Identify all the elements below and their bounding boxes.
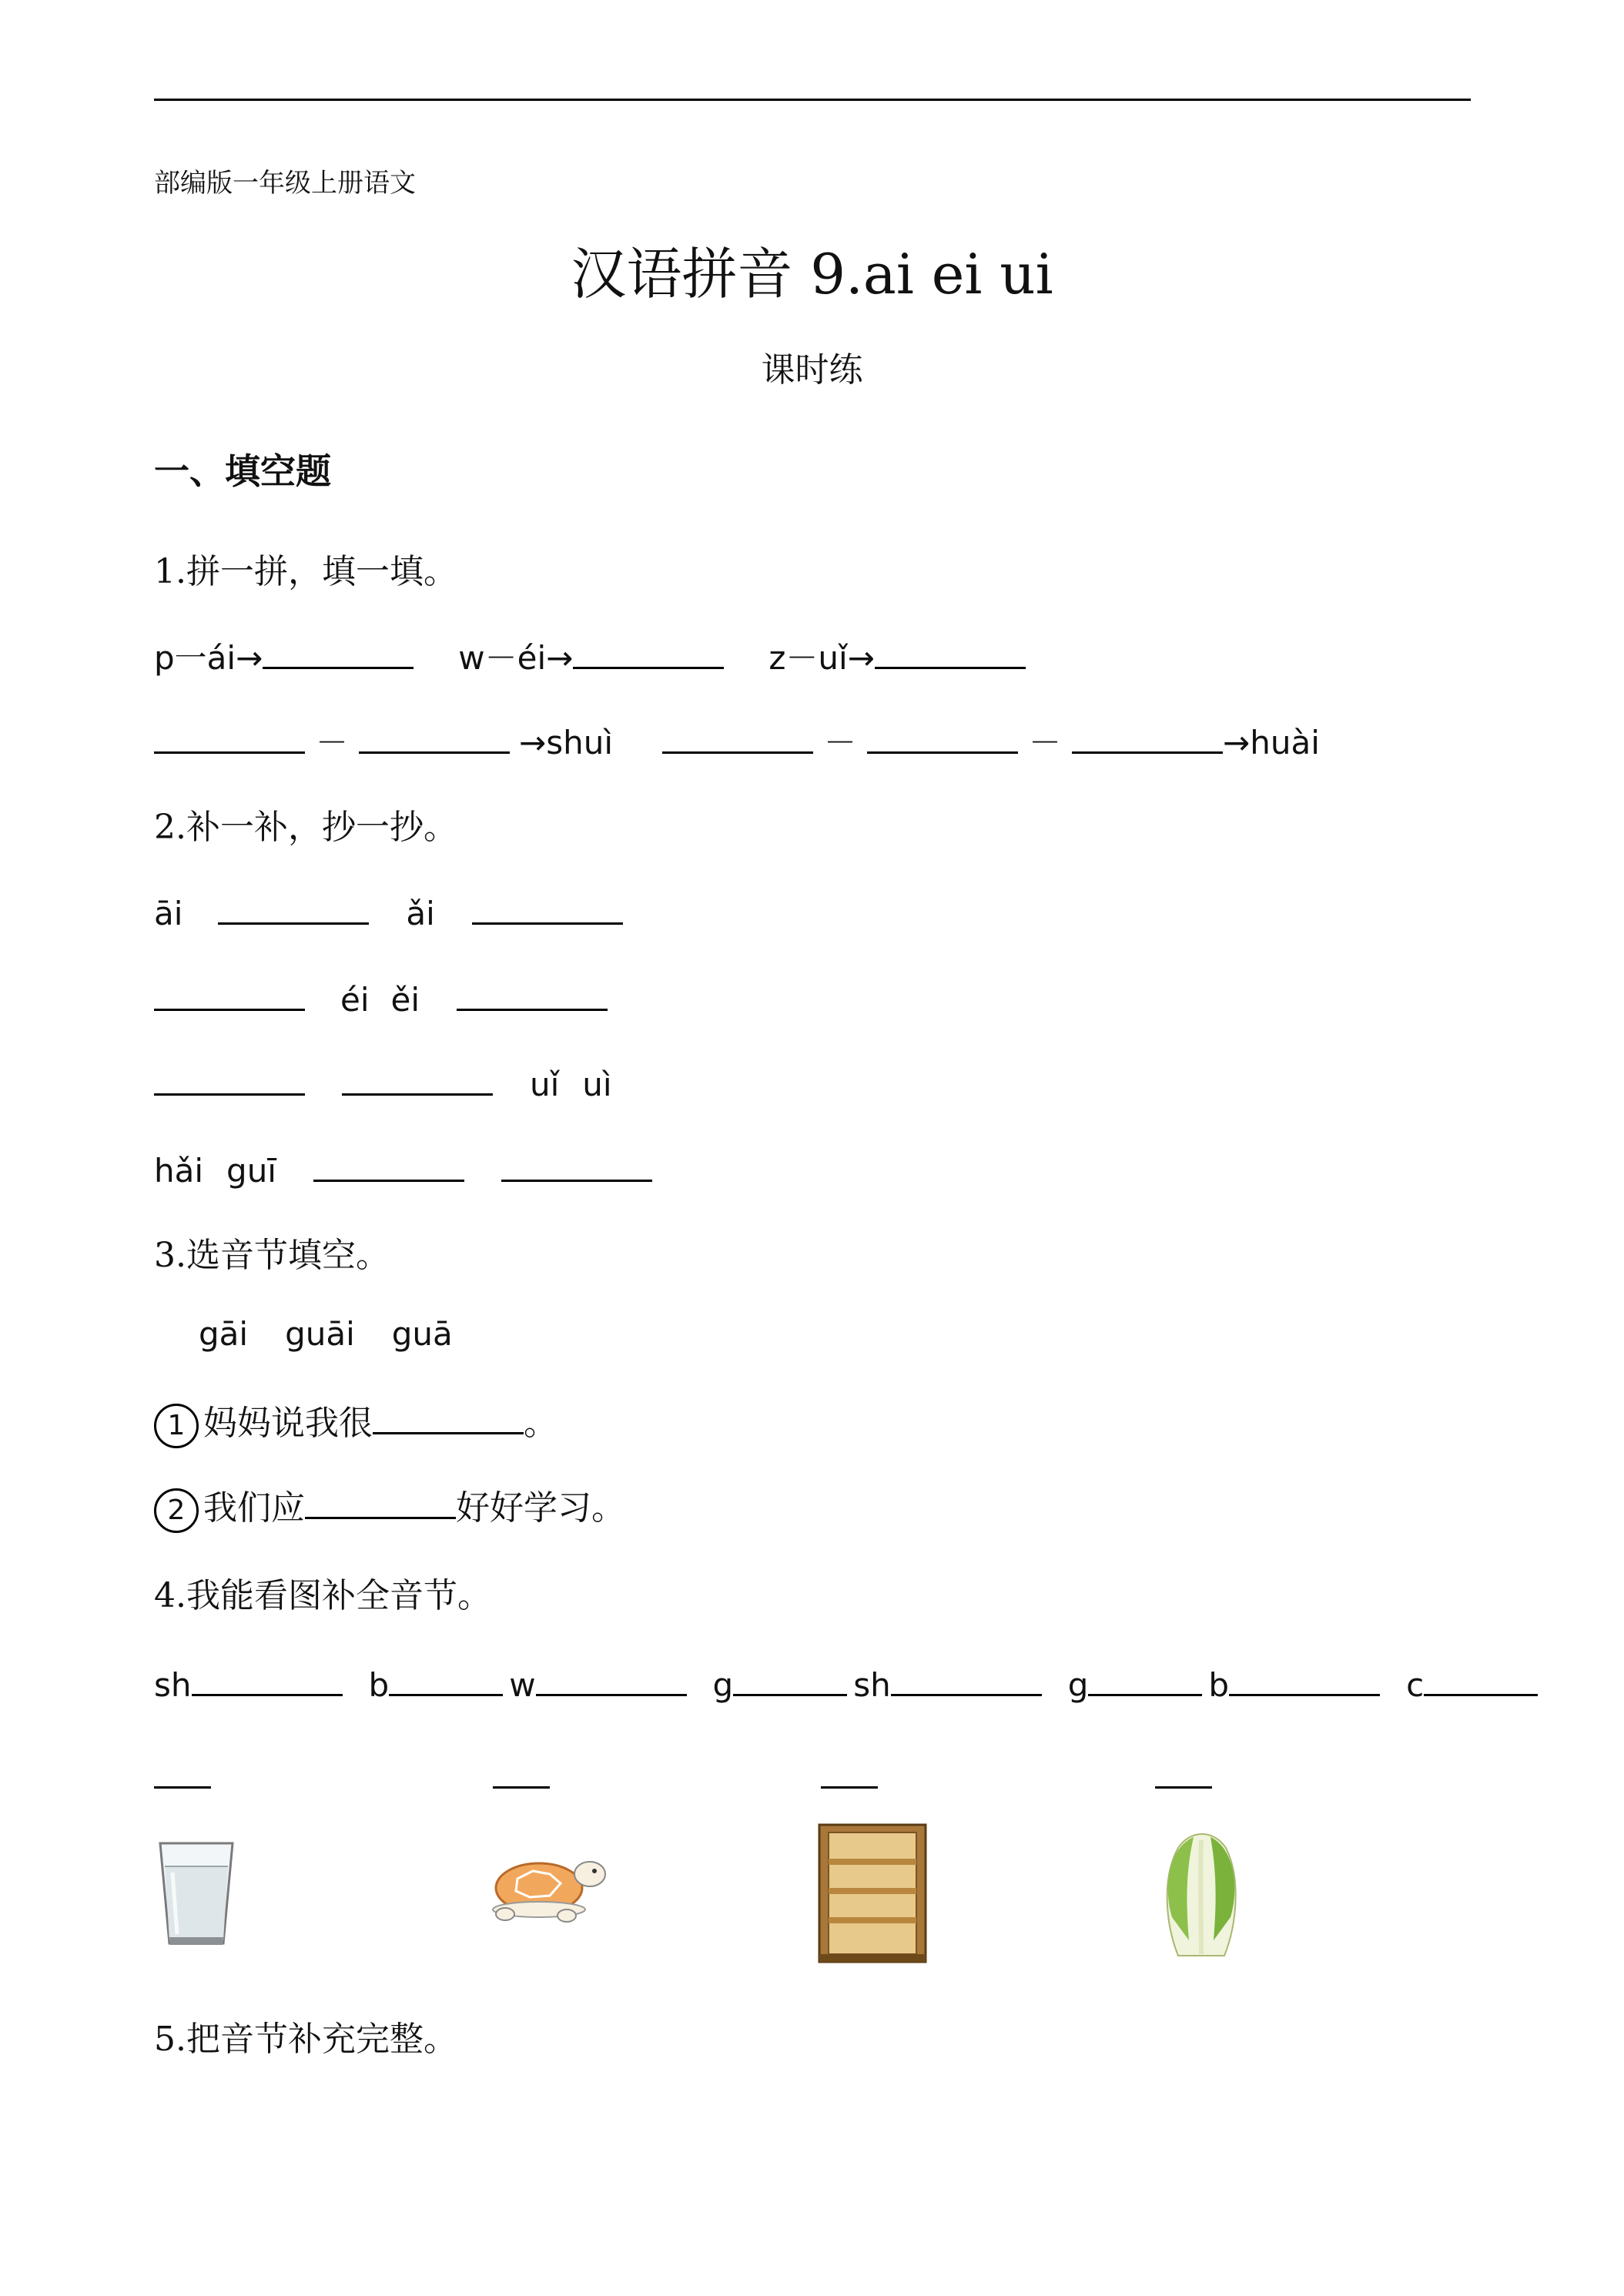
glass-of-water-icon — [154, 1836, 239, 1951]
q3-s2-text: 我们应 — [203, 1488, 305, 1528]
q2-r4-b: guī — [226, 1152, 276, 1190]
arrow-icon: → — [847, 639, 875, 677]
answer-blank[interactable] — [305, 1483, 456, 1519]
q3-s2-end: 好好学习。 — [456, 1488, 625, 1528]
answer-blank[interactable] — [342, 1059, 493, 1096]
q2-row4 — [154, 1146, 652, 1190]
q1-r1-syllable-c: z－uǐ — [768, 639, 848, 677]
top-rule — [154, 99, 1471, 101]
answer-blank[interactable] — [1424, 1660, 1538, 1696]
answer-blank[interactable] — [472, 889, 623, 925]
bookshelf-icon — [815, 1820, 930, 1966]
q4-initial: g — [1067, 1666, 1089, 1704]
q4-initial: b — [368, 1666, 390, 1704]
answer-blank[interactable] — [875, 633, 1026, 669]
q4-continuation — [821, 1752, 878, 1796]
q2-r4-a: hǎi — [154, 1152, 204, 1190]
q2-r2-b: ěi — [390, 981, 420, 1019]
q2-row1 — [154, 889, 623, 932]
q1-row2 — [154, 718, 1320, 764]
q1-r1-syllable-b: w－éi — [458, 639, 547, 677]
arrow-icon: → — [519, 724, 547, 761]
q4-prompt: 4.我能看图补全音节。 — [154, 1576, 491, 1615]
answer-blank[interactable] — [891, 1660, 1042, 1696]
answer-blank[interactable] — [218, 889, 369, 925]
chinese-cabbage-icon — [1155, 1825, 1247, 1963]
q3-option: guāi — [285, 1315, 355, 1353]
answer-blank[interactable] — [192, 1660, 343, 1696]
q4-initial: g — [712, 1666, 734, 1704]
q4-initial: c — [1406, 1666, 1425, 1704]
dash: － — [1029, 724, 1062, 761]
q1-r2-syllable-a: shuì — [546, 724, 614, 761]
series-label: 部编版一年级上册语文 — [154, 168, 416, 199]
q2-r3-b: uì — [582, 1066, 612, 1103]
q3-option: gāi — [199, 1315, 249, 1353]
q3-s1-end: 。 — [524, 1404, 558, 1443]
q4-initial: w — [509, 1666, 536, 1704]
answer-blank[interactable] — [1229, 1660, 1380, 1696]
answer-blank[interactable] — [154, 718, 305, 754]
q2-row2 — [154, 975, 608, 1019]
arrow-icon: → — [1223, 724, 1251, 761]
answer-blank[interactable] — [313, 1146, 464, 1182]
page-subtitle: 课时练 — [761, 350, 863, 390]
q3-options — [199, 1315, 453, 1353]
answer-blank[interactable] — [536, 1660, 687, 1696]
answer-blank[interactable] — [821, 1752, 878, 1789]
answer-blank[interactable] — [154, 1059, 305, 1096]
q4-continuation — [1155, 1752, 1212, 1796]
q5-prompt: 5.把音节补充完整。 — [154, 2020, 457, 2059]
answer-blank[interactable] — [867, 718, 1018, 754]
q2-r3-a: uǐ — [530, 1066, 560, 1103]
answer-blank[interactable] — [359, 718, 510, 754]
q2-r2-a: éi — [340, 981, 370, 1019]
q2-r1-b: ǎi — [406, 895, 435, 932]
q3-option: guā — [391, 1315, 453, 1353]
answer-blank[interactable] — [263, 633, 414, 669]
q1-r1-syllable-a: p一ái — [154, 639, 236, 677]
q3-sentence-1 — [154, 1395, 558, 1448]
q3-prompt: 3.选音节填空。 — [154, 1236, 390, 1275]
answer-blank[interactable] — [154, 1752, 211, 1789]
answer-blank[interactable] — [373, 1398, 524, 1434]
circled-number: 2 — [154, 1488, 199, 1533]
answer-blank[interactable] — [457, 975, 608, 1011]
answer-blank[interactable] — [1088, 1660, 1202, 1696]
q2-r1-a: āi — [154, 895, 183, 932]
answer-blank[interactable] — [733, 1660, 847, 1696]
q4-initial: sh — [154, 1666, 192, 1704]
answer-blank[interactable] — [501, 1146, 652, 1182]
q3-sentence-2 — [154, 1480, 625, 1533]
q4-continuation — [154, 1752, 211, 1796]
q3-s1-text: 妈妈说我很 — [203, 1404, 373, 1443]
q4-row — [154, 1660, 1538, 1704]
answer-blank[interactable] — [389, 1660, 503, 1696]
answer-blank[interactable] — [662, 718, 813, 754]
q4-initial: b — [1208, 1666, 1230, 1704]
page-title: 汉语拼音 9.ai ei ui — [571, 242, 1053, 306]
q4-continuation — [493, 1752, 550, 1796]
dash: － — [316, 724, 349, 761]
q2-prompt: 2.补一补，抄一抄。 — [154, 808, 457, 847]
answer-blank[interactable] — [1155, 1752, 1212, 1789]
circled-number: 1 — [154, 1404, 199, 1448]
q4-initial: sh — [853, 1666, 891, 1704]
turtle-icon — [487, 1840, 610, 1925]
answer-blank[interactable] — [1072, 718, 1223, 754]
answer-blank[interactable] — [573, 633, 724, 669]
answer-blank[interactable] — [493, 1752, 550, 1789]
dash: － — [824, 724, 857, 761]
q1-r2-syllable-b: huài — [1250, 724, 1320, 761]
answer-blank[interactable] — [154, 975, 305, 1011]
q2-row3 — [154, 1059, 612, 1103]
q1-prompt: 1.拼一拼，填一填。 — [154, 552, 457, 591]
q1-row1 — [154, 633, 1026, 679]
arrow-icon: → — [546, 639, 574, 677]
arrow-icon: → — [236, 639, 263, 677]
section-heading: 一、填空题 — [154, 450, 331, 492]
